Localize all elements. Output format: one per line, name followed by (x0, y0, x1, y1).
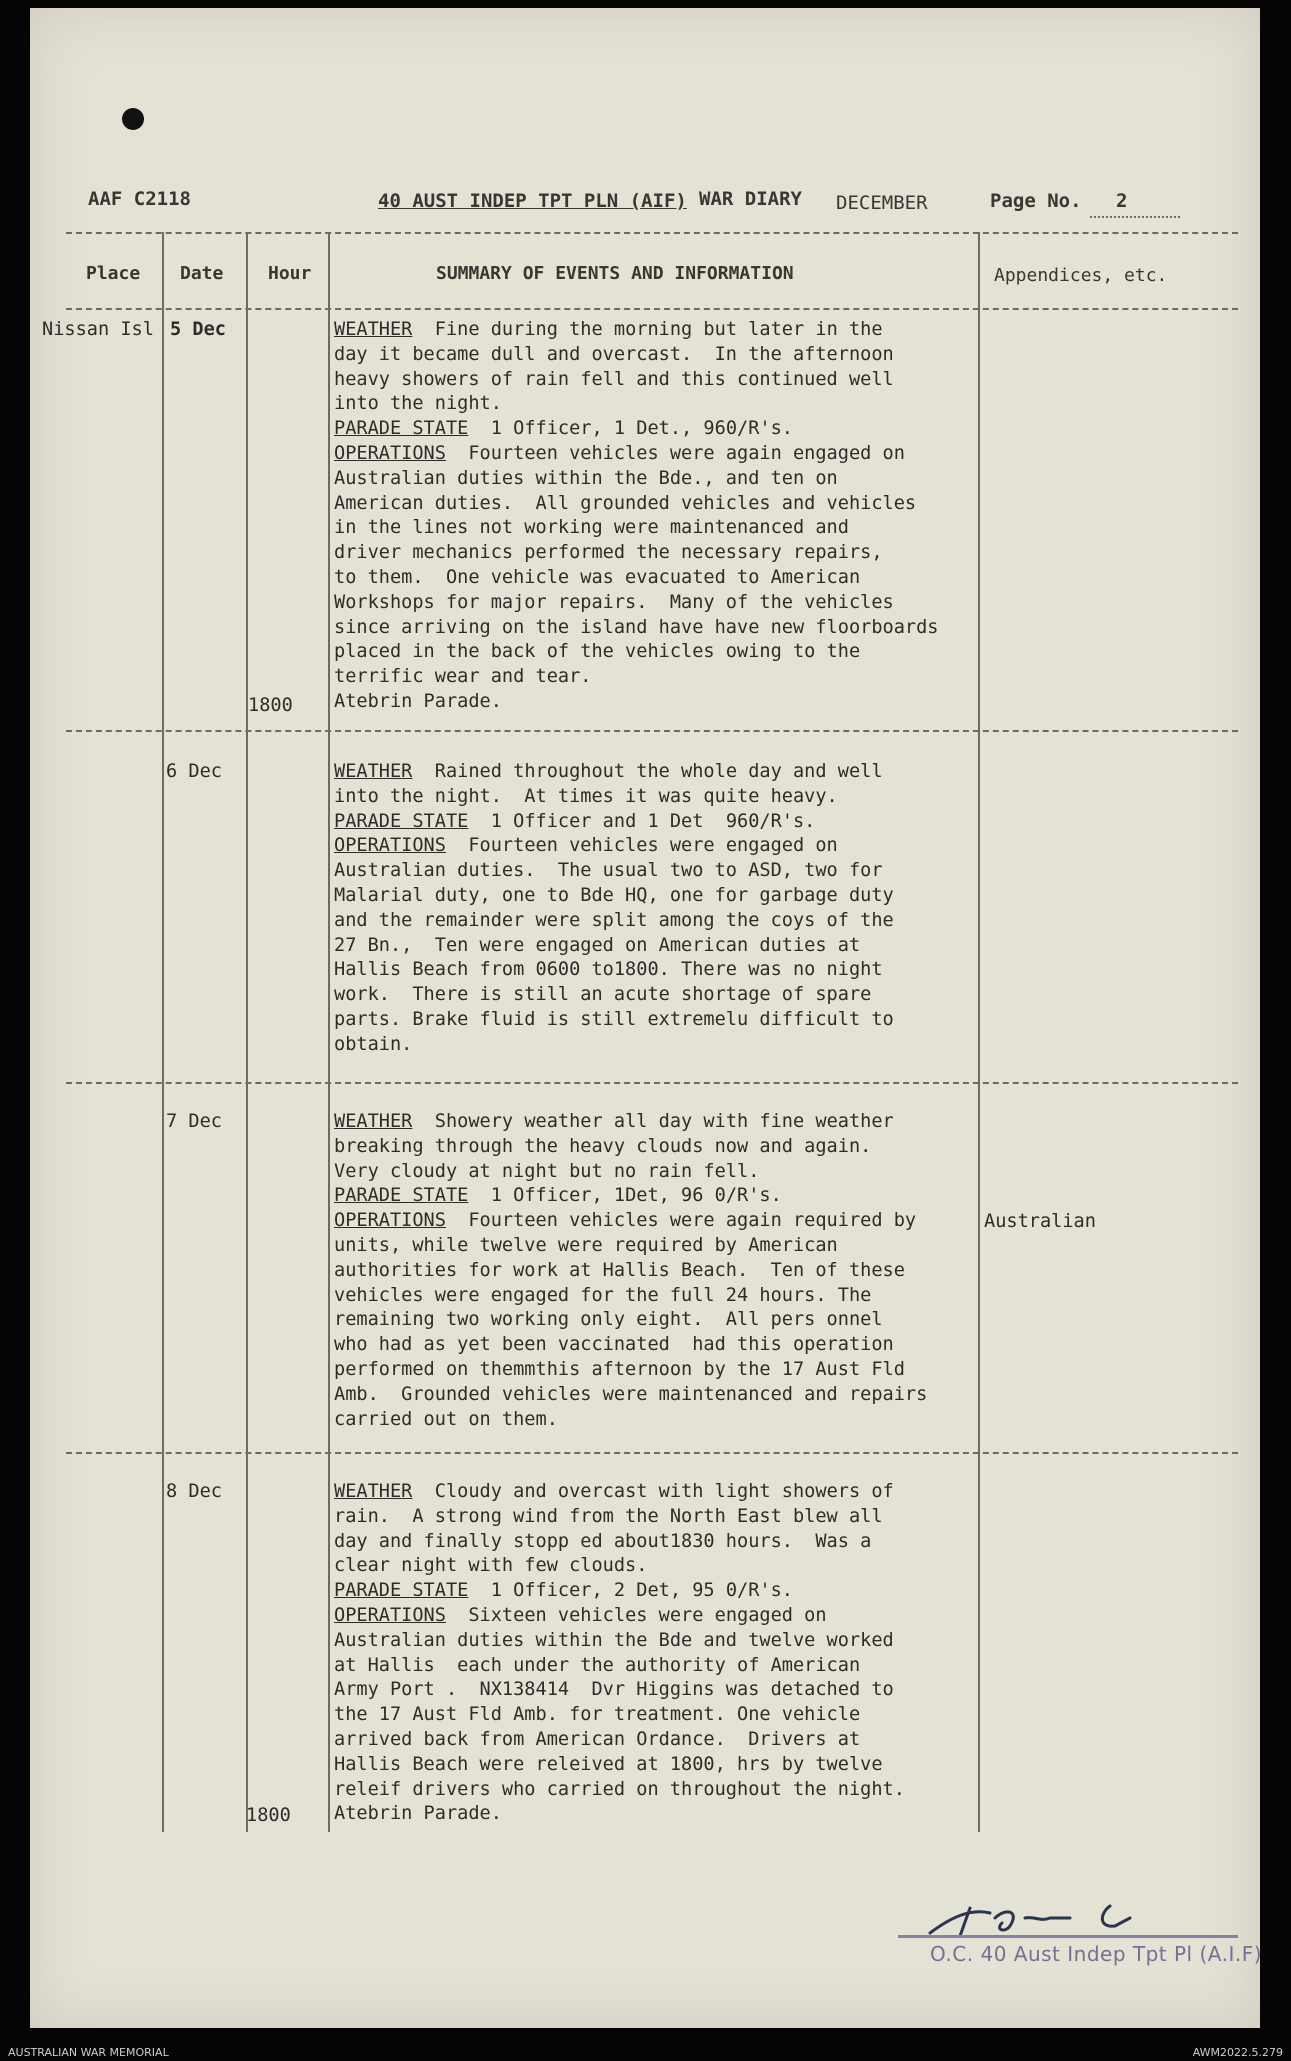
entry-summary (334, 1480, 1014, 1827)
operations-line: placed in the back of the vehicles owing to the (334, 641, 861, 663)
operations-text: Fourteen vehicles were engaged on (445, 835, 838, 857)
page-number: 2 (1116, 190, 1128, 212)
operations-line: and the remainder were split among the coys of the (334, 909, 894, 931)
operations-line: units, while twelve were required by American (334, 1234, 838, 1256)
operations-line: Amb. Grounded vehicles were maintenanced and repairs (334, 1383, 928, 1405)
operations-line: the 17 Aust Fld Amb. for treatment. One vehicle (334, 1704, 861, 1726)
operations-text: Fourteen vehicles were again engaged on (445, 442, 905, 464)
operations-line: carried out on them. (334, 1408, 558, 1430)
entry-appendix: Australian (984, 1211, 1096, 1232)
entry-hour: 1800 (248, 695, 293, 716)
operations-line: Malarial duty, one to Bde HQ, one for garbage duty (334, 884, 894, 906)
page-label: Page No. (990, 190, 1082, 212)
entry-date: 5 Dec (170, 319, 226, 340)
parade-heading: PARADE STATE (334, 1185, 469, 1207)
operations-line: releif drivers who carried on throughout the night. (334, 1778, 905, 1800)
operations-line: Hallis Beach from 0600 to1800. There was no night (334, 959, 883, 981)
archive-credit: AUSTRALIAN WAR MEMORIAL (8, 2046, 169, 2059)
weather-text: Fine during the morning but later in the (412, 319, 883, 340)
column-date: Date (180, 263, 224, 284)
weather-line: into the night. At times it was quite heavy. (334, 785, 838, 807)
operations-line: 27 Bn., Ten were engaged on American duties at (334, 934, 861, 956)
weather-text: Showery weather all day with fine weather (412, 1111, 894, 1132)
parade-heading: PARADE STATE (334, 1580, 469, 1602)
weather-text: Cloudy and overcast with light showers of (412, 1481, 894, 1502)
operations-line: obtain. (334, 1033, 413, 1055)
row-separator (66, 730, 1238, 732)
operations-heading: OPERATIONS (334, 1210, 446, 1232)
officer-stamp: O.C. 40 Aust Indep Tpt Pl (A.I.F) (930, 1942, 1263, 1966)
stamp-rule (898, 1935, 1238, 1938)
operations-line: driver mechanics performed the necessary repairs, (334, 542, 883, 564)
parade-text: 1 Officer and 1 Det 960/R's. (468, 810, 816, 832)
weather-line: Very cloudy at night but no rain fell. (334, 1160, 760, 1182)
entry-summary (334, 318, 1014, 715)
operations-line: Army Port . NX138414 Dvr Higgins was detached to (334, 1679, 894, 1701)
diary-page (30, 8, 1263, 2028)
operations-line: since arriving on the island have have new floorboards (334, 616, 939, 638)
operations-line: Australian duties. The usual two to ASD, two for (334, 860, 883, 882)
rule-date-hour (246, 232, 248, 1832)
diary-month: DECEMBER (836, 192, 928, 214)
rule-hour-summary (328, 232, 330, 1832)
operations-heading: OPERATIONS (334, 835, 446, 857)
entry-hour: 1800 (246, 1805, 291, 1826)
weather-heading: WEATHER (334, 761, 413, 782)
operations-line: authorities for work at Hallis Beach. Ten of these (334, 1259, 905, 1281)
entry-summary (334, 1110, 1014, 1432)
operations-line: arrived back from American Ordance. Drivers at (334, 1728, 861, 1750)
operations-line: Workshops for major repairs. Many of the vehicles (334, 591, 894, 613)
weather-heading: WEATHER (334, 319, 413, 340)
entry-tail: Atebrin Parade. (334, 690, 502, 712)
reference-code: AAF C2118 (88, 188, 191, 210)
weather-line: rain. A strong wind from the North East blew all (334, 1505, 883, 1527)
column-appendices: Appendices, etc. (994, 265, 1168, 286)
operations-line: performed on themmthis afternoon by the 17 Aust Fld (334, 1358, 905, 1380)
parade-text: 1 Officer, 1 Det., 960/R's. (468, 418, 793, 440)
operations-line: parts. Brake fluid is still extremelu difficult to (334, 1008, 894, 1030)
unit-name: 40 AUST INDEP TPT PLN (AIF) (378, 190, 687, 212)
operations-line: American duties. All grounded vehicles and vehicles (334, 492, 917, 514)
operations-line: who had as yet been vaccinated had this operation (334, 1334, 894, 1356)
weather-line: day and finally stopp ed about1830 hours. Was a (334, 1530, 872, 1552)
operations-heading: OPERATIONS (334, 1604, 446, 1626)
entry-place: Nissan Isl (42, 319, 154, 340)
rule-place-date (162, 232, 164, 1832)
parade-heading: PARADE STATE (334, 418, 469, 440)
row-separator (66, 1452, 1238, 1454)
parade-heading: PARADE STATE (334, 810, 469, 832)
weather-heading: WEATHER (334, 1481, 413, 1502)
operations-line: at Hallis each under the authority of American (334, 1654, 861, 1676)
row-separator (66, 1082, 1238, 1084)
operations-line: Australian duties within the Bde., and ten on (334, 467, 838, 489)
weather-line: breaking through the heavy clouds now and again. (334, 1135, 872, 1157)
header-bottom-rule (66, 308, 1238, 310)
operations-line: vehicles were engaged for the full 24 hours. The (334, 1284, 872, 1306)
page-number-line (1090, 216, 1180, 218)
parade-text: 1 Officer, 2 Det, 95 0/R's. (468, 1580, 793, 1602)
operations-line: Australian duties within the Bde and twelve worked (334, 1629, 894, 1651)
weather-line: day it became dull and overcast. In the afternoon (334, 343, 894, 365)
operations-line: to them. One vehicle was evacuated to American (334, 566, 861, 588)
diary-title: WAR DIARY (699, 188, 802, 210)
weather-line: clear night with few clouds. (334, 1555, 648, 1577)
header-top-rule (66, 232, 1238, 234)
operations-line: Hallis Beach were releived at 1800, hrs by twelve (334, 1753, 883, 1775)
archive-reference: AWM2022.5.279 (1192, 2046, 1283, 2059)
operations-line: in the lines not working were maintenanced and (334, 517, 849, 539)
operations-text: Sixteen vehicles were engaged on (445, 1604, 827, 1626)
entry-date: 8 Dec (166, 1481, 222, 1502)
column-hour: Hour (268, 263, 312, 284)
weather-line: heavy showers of rain fell and this continued well (334, 368, 894, 390)
operations-heading: OPERATIONS (334, 442, 446, 464)
column-summary: SUMMARY OF EVENTS AND INFORMATION (436, 263, 794, 284)
entry-date: 7 Dec (166, 1111, 222, 1132)
operations-text: Fourteen vehicles were again required by (445, 1210, 917, 1232)
punch-hole (122, 108, 144, 130)
entry-summary (334, 760, 1014, 1058)
operations-line: work. There is still an acute shortage of spare (334, 984, 872, 1006)
weather-text: Rained throughout the whole day and well (412, 761, 883, 782)
entry-tail: Atebrin Parade. (334, 1803, 502, 1825)
column-place: Place (86, 263, 141, 284)
entry-date: 6 Dec (166, 761, 222, 782)
parade-text: 1 Officer, 1Det, 96 0/R's. (468, 1185, 782, 1207)
weather-heading: WEATHER (334, 1111, 413, 1132)
operations-line: terrific wear and tear. (334, 666, 592, 688)
operations-line: remaining two working only eight. All pers onnel (334, 1309, 883, 1331)
weather-line: into the night. (334, 393, 502, 415)
signature (910, 1888, 1170, 1948)
